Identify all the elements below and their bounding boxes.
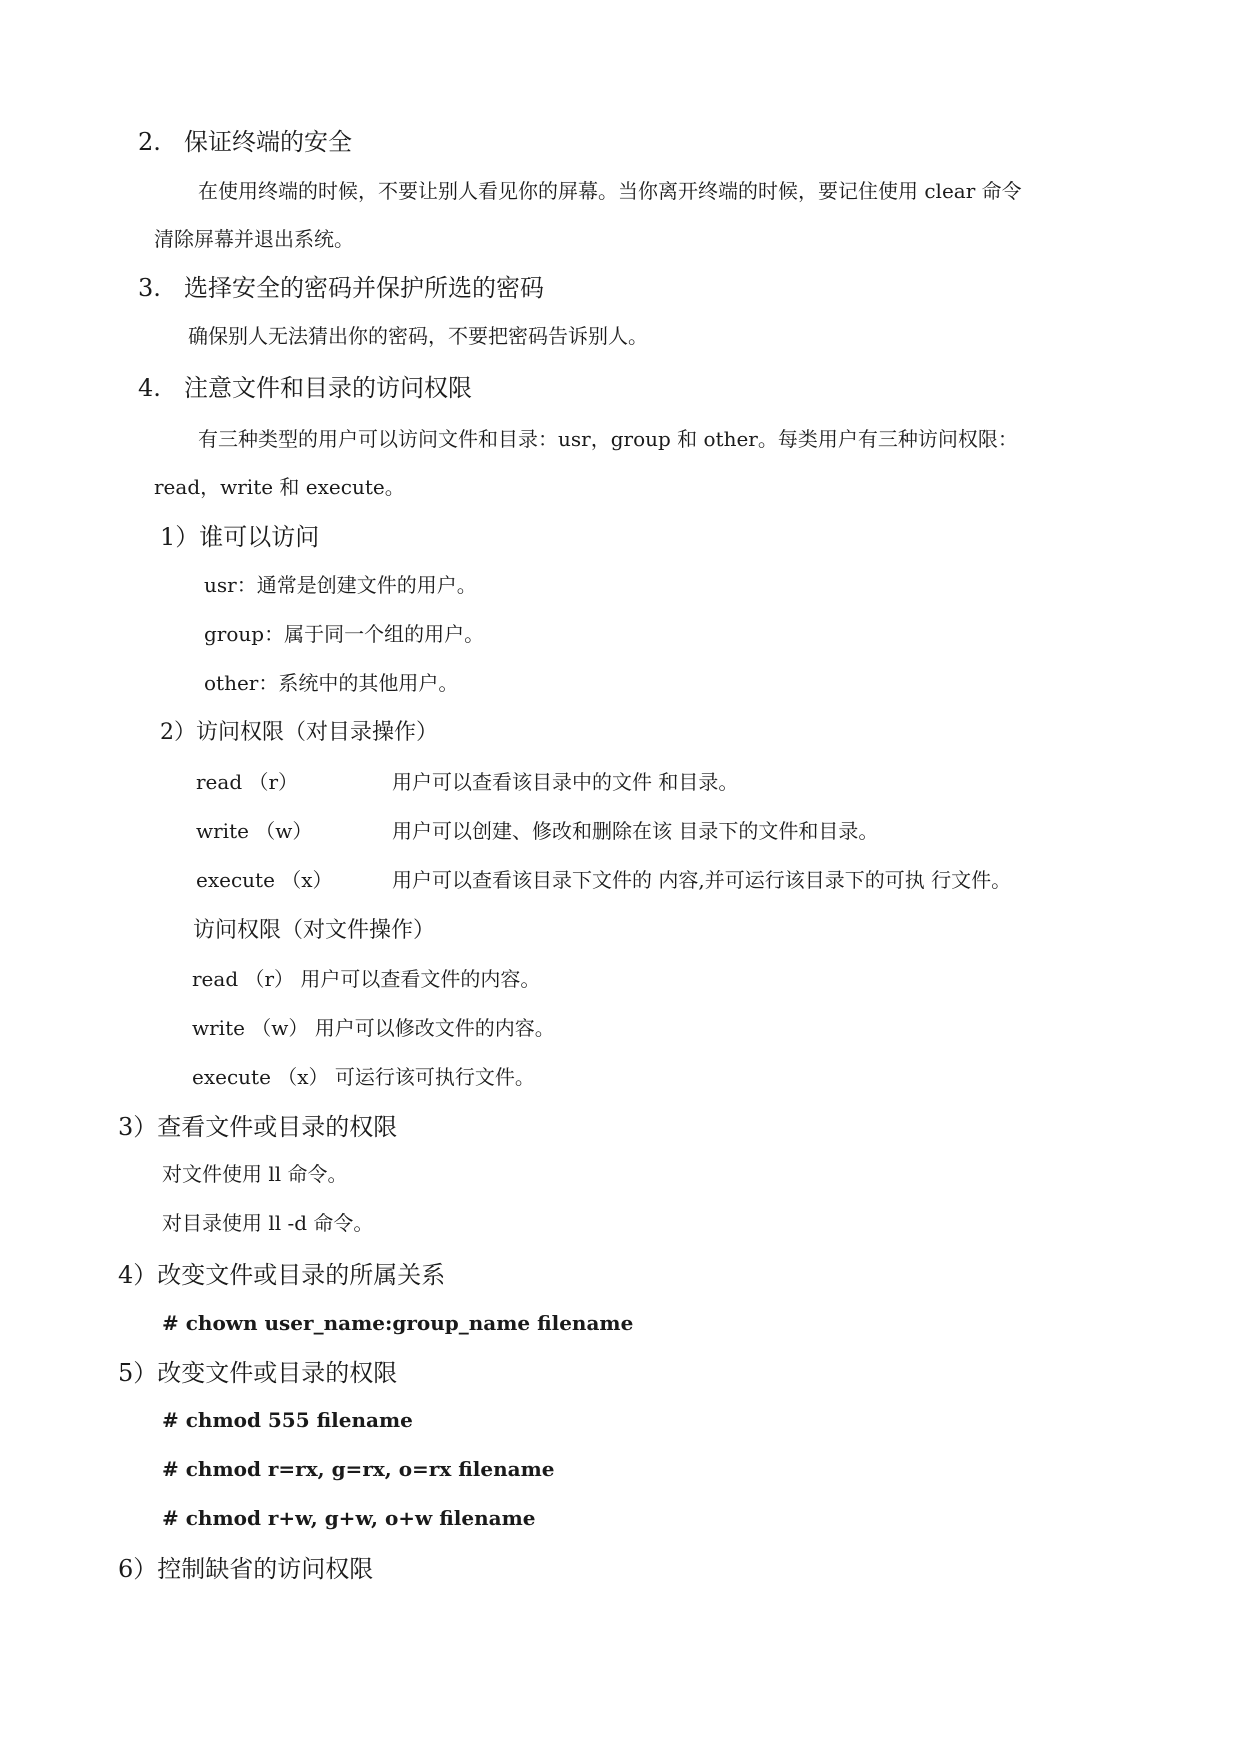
section-2-number: 2. <box>138 128 161 156</box>
chmod-command-1: # chmod 555 filename <box>162 1408 413 1432</box>
default-permissions-heading: 6）控制缺省的访问权限 <box>118 1555 374 1583</box>
who-usr-item: usr：通常是创建文件的用户。 <box>204 573 477 597</box>
dir-perm-label-execute: execute （x） <box>196 868 333 892</box>
file-perm-write: write （w） 用户可以修改文件的内容。 <box>192 1016 555 1040</box>
section-4-title: 注意文件和目录的访问权限 <box>184 374 472 402</box>
section-4-paragraph-line-2: read，write 和 execute。 <box>154 475 405 499</box>
section-3-heading <box>138 276 544 300</box>
dir-perm-desc-read: 用户可以查看该目录中的文件 和目录。 <box>392 770 739 794</box>
section-2-paragraph-line-2: 清除屏幕并退出系统。 <box>154 227 354 251</box>
chmod-heading: 5）改变文件或目录的权限 <box>118 1359 398 1387</box>
dir-perm-desc-execute: 用户可以查看该目录下文件的 内容,并可运行该目录下的可执 行文件。 <box>392 868 1012 892</box>
dir-perm-row-execute <box>196 868 1012 892</box>
dir-perm-desc-write: 用户可以创建、修改和删除在该 目录下的文件和目录。 <box>392 819 879 843</box>
dir-perm-label-read: read （r） <box>196 770 299 794</box>
dir-perm-row-read <box>196 770 739 794</box>
who-other-item: other：系统中的其他用户。 <box>204 671 459 695</box>
file-perm-read: read （r） 用户可以查看文件的内容。 <box>192 967 541 991</box>
directory-permissions-heading: 2）访问权限（对目录操作） <box>160 720 438 745</box>
chmod-command-2: # chmod r=rx, g=rx, o=rx filename <box>162 1457 555 1481</box>
section-3-number: 3. <box>138 274 161 302</box>
chmod-command-3: # chmod r+w, g+w, o+w filename <box>162 1506 536 1530</box>
section-3-title: 选择安全的密码并保护所选的密码 <box>184 274 544 302</box>
view-file-permissions-text: 对文件使用 ll 命令。 <box>162 1162 348 1186</box>
chown-command: # chown user_name:group_name filename <box>162 1311 634 1335</box>
dir-perm-label-write: write （w） <box>196 819 313 843</box>
file-perm-execute: execute （x） 可运行该可执行文件。 <box>192 1065 535 1089</box>
section-3-paragraph: 确保别人无法猜出你的密码，不要把密码告诉别人。 <box>188 324 648 348</box>
section-2-paragraph-line-1: 在使用终端的时候，不要让别人看见你的屏幕。当你离开终端的时候，要记住使用 clear 命令 <box>198 179 1022 203</box>
view-dir-permissions-text: 对目录使用 ll -d 命令。 <box>162 1211 374 1235</box>
view-permissions-heading: 3）查看文件或目录的权限 <box>118 1113 398 1141</box>
section-4-heading <box>138 376 472 400</box>
dir-perm-row-write <box>196 819 879 843</box>
file-permissions-heading: 访问权限（对文件操作） <box>193 918 436 943</box>
section-2-heading <box>138 130 352 154</box>
section-2-title: 保证终端的安全 <box>184 128 352 156</box>
who-group-item: group：属于同一个组的用户。 <box>204 622 485 646</box>
who-can-access-heading: 1）谁可以访问 <box>160 523 320 551</box>
section-4-number: 4. <box>138 374 161 402</box>
chown-heading: 4）改变文件或目录的所属关系 <box>118 1261 446 1289</box>
section-4-paragraph-line-1: 有三种类型的用户可以访问文件和目录：usr，group 和 other。每类用户有三种访问权限： <box>198 427 1018 451</box>
